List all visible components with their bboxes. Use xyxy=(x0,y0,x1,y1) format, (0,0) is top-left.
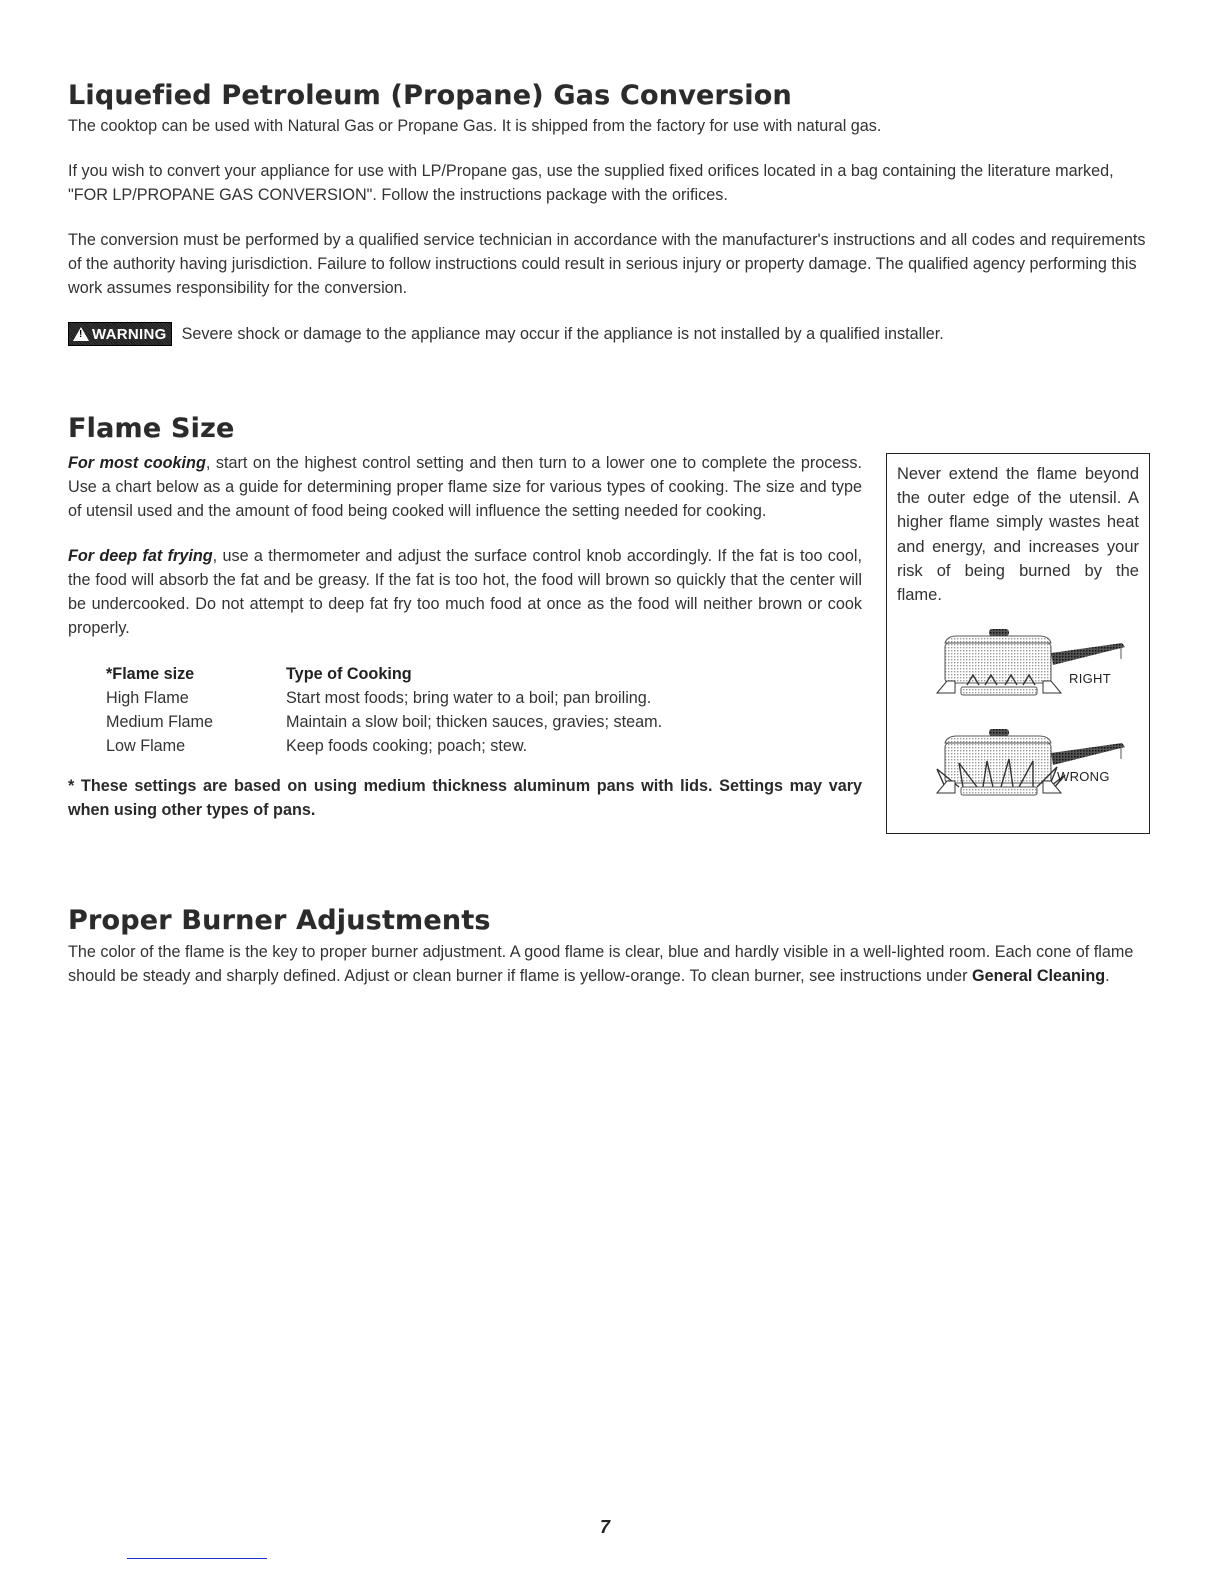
flame-size-section xyxy=(68,413,1153,819)
flame-illustration xyxy=(897,629,1137,829)
column-header-type-of-cooking: Type of Cooking xyxy=(286,665,412,683)
flame-size-title: Flame Size xyxy=(68,413,235,444)
deep-fat-frying-lead: For deep fat frying xyxy=(68,547,213,565)
lp-conversion-section xyxy=(68,80,1153,346)
flame-tip-text: Never extend the flame beyond the outer edge of the utensil. A higher flame simply wastes heat and energy, and increases your risk of being burned by the flame. xyxy=(897,465,1139,605)
cooking-type-cell: Maintain a slow boil; thicken sauces, gravies; steam. xyxy=(286,713,663,731)
table-header-row xyxy=(106,662,662,686)
deep-fat-frying-text: , use a thermometer and adjust the surface control knob accordingly. If the fat is too cool, the food will absorb the fat and be greasy. If the fat is too hot, the food will brown so quickly that the center will be undercooked. Do not attempt to deep fat fry too much food at once as the food will neither brown or cook properly. xyxy=(68,547,862,637)
most-cooking-lead: For most cooking xyxy=(68,454,206,472)
lp-conversion-paragraph: If you wish to convert your appliance for use with LP/Propane gas, use the supplied fixed orifices located in a bag containing the literature marked, "FOR LP/PROPANE GAS CONVERSION". Follow the instructions package with the orifices. xyxy=(68,162,1114,204)
column-header-flame-size: *Flame size xyxy=(106,665,195,683)
flame-size-cell: Medium Flame xyxy=(106,713,214,731)
flame-size-cell: Low Flame xyxy=(106,737,186,755)
footer-rule xyxy=(127,1558,267,1559)
warning-notice xyxy=(68,322,1153,346)
flame-size-table xyxy=(106,662,662,758)
most-cooking-text: , start on the highest control setting and then turn to a lower one to complete the process. Use a chart below as a guide for determining proper flame size for various types of cooking. The size and type of utensil used and the amount of food being cooked will influence the setting needed for cooking. xyxy=(68,454,862,520)
warning-triangle-icon: ! xyxy=(73,327,89,341)
burner-adjustments-tail: . xyxy=(1105,967,1110,985)
most-cooking-paragraph xyxy=(68,451,862,523)
page-number: 7 xyxy=(600,1517,611,1537)
warning-text: Severe shock or damage to the appliance may occur if the appliance is not installed by a qualified installer. xyxy=(181,325,944,343)
table-row xyxy=(106,734,662,758)
cooking-type-cell: Start most foods; bring water to a boil; pan broiling. xyxy=(286,689,652,707)
flame-size-body xyxy=(68,451,862,822)
wrong-pan-icon xyxy=(937,729,1125,795)
warning-label: WARNING xyxy=(92,325,167,343)
burner-adjustments-text: The color of the flame is the key to proper burner adjustment. A good flame is clear, blue and hardly visible in a well-lighted room. Each cone of flame should be steady and sharply defined. Adjust or clean burner if flame is yellow-orange. To clean burner, see instructions under xyxy=(68,943,1134,985)
flame-size-cell: High Flame xyxy=(106,689,189,707)
wrong-label: WRONG xyxy=(1057,769,1110,785)
deep-fat-frying-paragraph xyxy=(68,544,862,640)
general-cleaning-reference: General Cleaning xyxy=(972,967,1106,985)
pan-on-burner-illustration xyxy=(897,629,1137,829)
cooking-type-cell: Keep foods cooking; poach; stew. xyxy=(286,737,528,755)
warning-badge xyxy=(68,322,172,346)
burner-adjustments-title: Proper Burner Adjustments xyxy=(68,905,491,936)
lp-conversion-title: Liquefied Petroleum (Propane) Gas Conversion xyxy=(68,80,792,111)
lp-conversion-paragraph: The conversion must be performed by a qualified service technician in accordance with the manufacturer's instructions and all codes and requirements of the authority having jurisdiction. Failure to follow instructions could result in serious injury or property damage. The qualified agency performing this work assumes responsibility for the conversion. xyxy=(68,231,1146,297)
flame-tip-sidebar xyxy=(886,453,1150,834)
table-row xyxy=(106,710,662,734)
lp-conversion-paragraph: The cooktop can be used with Natural Gas or Propane Gas. It is shipped from the factory for use with natural gas. xyxy=(68,117,882,135)
pan-settings-note: * These settings are based on using medium thickness aluminum pans with lids. Settings may vary when using other types of pans. xyxy=(68,777,862,819)
burner-adjustments-paragraph xyxy=(68,940,1153,988)
table-row xyxy=(106,686,662,710)
burner-adjustments-section xyxy=(68,905,1153,988)
right-label: RIGHT xyxy=(1069,671,1111,687)
